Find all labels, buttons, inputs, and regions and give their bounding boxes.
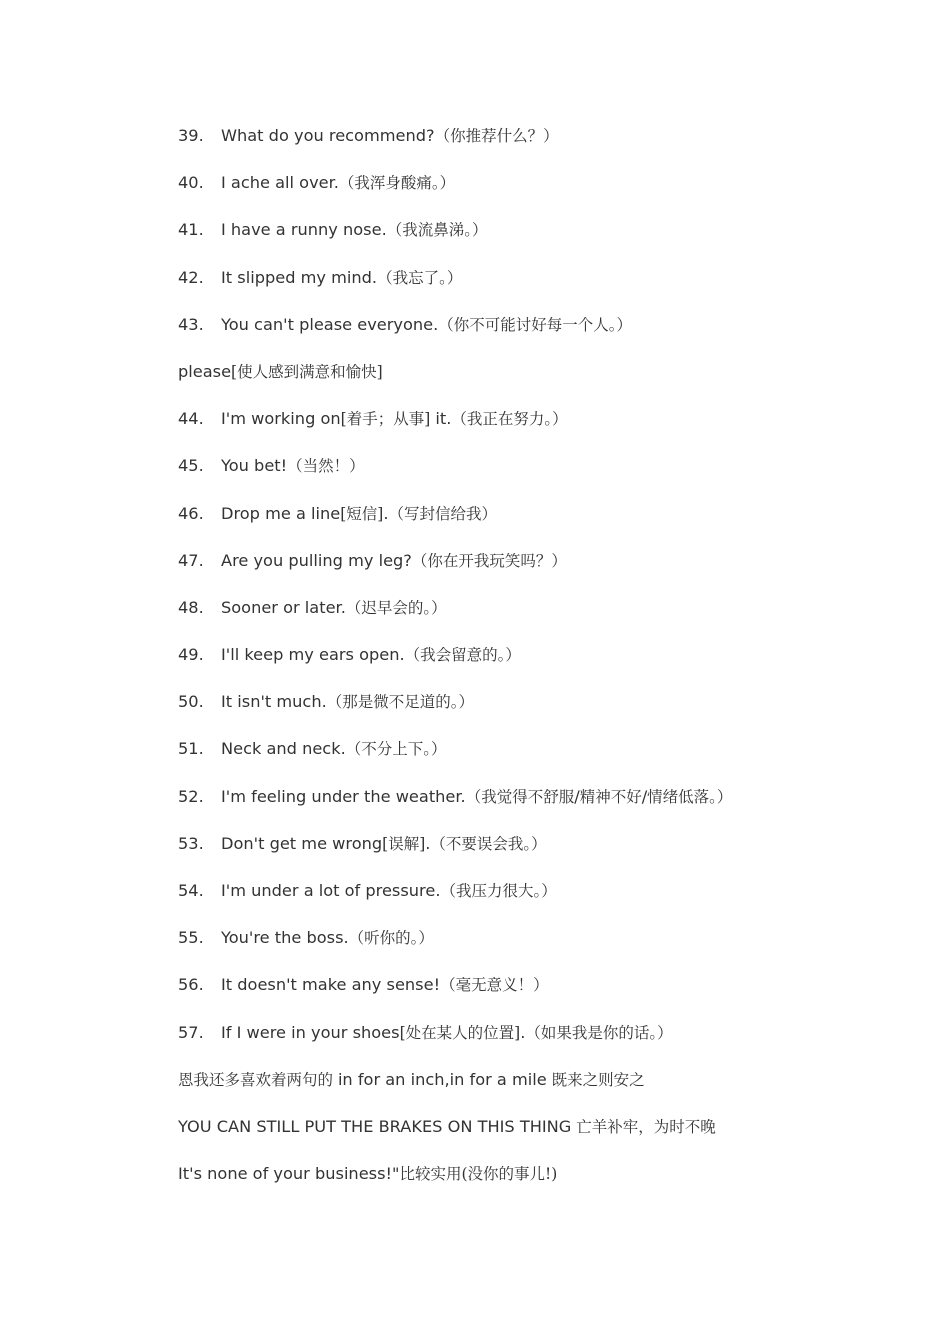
chinese-translation-cont: 情绪低落。） <box>647 787 733 806</box>
english-phrase: It doesn't make any sense! <box>221 975 441 995</box>
chinese-translation: （我忘了。） <box>377 268 463 287</box>
item-number: 43. <box>178 314 204 334</box>
list-item-57 <box>178 1016 918 1063</box>
chinese-translation: （我浑身酸痛。） <box>338 174 456 193</box>
list-item-43 <box>178 308 918 355</box>
english-phrase: It isn't much. <box>221 692 327 712</box>
item-number: 42. <box>178 267 204 287</box>
english-phrase: Drop me a line <box>221 503 341 523</box>
list-item-51 <box>178 732 918 779</box>
item-number: 49. <box>178 645 204 665</box>
chinese-translation: （你推荐什么？） <box>434 127 559 145</box>
english-phrase: I'm working on <box>221 409 341 429</box>
chinese-translation: （不分上下。） <box>345 740 447 759</box>
english-word: please <box>178 361 232 381</box>
chinese-translation: （我流鼻涕。） <box>386 221 488 240</box>
chinese-gloss: [短信] <box>340 504 384 523</box>
english-phrase: YOU CAN STILL PUT THE BRAKES ON THIS THING <box>178 1116 572 1136</box>
list-item-45 <box>178 449 918 496</box>
english-phrase: Sooner or later. <box>221 597 346 617</box>
english-phrase: in for an inch,in for a mile <box>337 1069 547 1089</box>
item-number: 55. <box>178 928 204 948</box>
chinese-gloss: [误解] <box>382 834 426 853</box>
english-phrase: I'm under a lot of pressure. <box>221 881 441 900</box>
extra-note-line <box>178 1063 918 1110</box>
english-phrase: Are you pulling my leg? <box>221 550 412 570</box>
english-phrase: I'm feeling under the weather. <box>221 786 466 806</box>
item-number: 46. <box>178 503 204 523</box>
list-item-39 <box>178 119 918 166</box>
item-number: 39. <box>178 126 204 145</box>
item-number: 50. <box>178 692 204 712</box>
extra-note-line <box>178 1157 918 1204</box>
list-item-49 <box>178 638 918 685</box>
item-number: 47. <box>178 550 204 570</box>
item-number: 56. <box>178 975 204 995</box>
item-number: 44. <box>178 409 204 429</box>
chinese-translation: （当然！） <box>287 457 365 476</box>
list-item-50 <box>178 685 918 732</box>
item-number: 41. <box>178 220 204 240</box>
list-item-41 <box>178 213 918 260</box>
item-number: 51. <box>178 739 204 759</box>
chinese-translation: （我会留意的。） <box>404 646 521 665</box>
english-phrase: If I were in your shoes <box>221 1022 400 1042</box>
item-number: 53. <box>178 833 204 853</box>
chinese-translation: （不要误会我。） <box>430 834 547 853</box>
english-phrase: Don't get me wrong <box>221 833 383 853</box>
vocab-note-please <box>178 355 918 402</box>
item-number: 48. <box>178 597 204 617</box>
list-item-42 <box>178 261 918 308</box>
chinese-translation: 既来之则安之 <box>546 1070 645 1089</box>
list-item-54 <box>178 874 918 921</box>
english-phrase: You can't please everyone. <box>221 314 439 334</box>
item-number: 57. <box>178 1022 204 1042</box>
list-item-56 <box>178 968 918 1015</box>
list-item-46 <box>178 497 918 544</box>
list-item-47 <box>178 544 918 591</box>
chinese-translation: （我觉得不舒服 <box>465 787 575 806</box>
list-item-44 <box>178 402 918 449</box>
chinese-translation: （我压力很大。） <box>440 882 557 900</box>
english-phrase: It slipped my mind. <box>221 267 378 287</box>
english-phrase-cont: . <box>520 1022 526 1042</box>
chinese-gloss: [使人感到满意和愉快] <box>231 362 383 381</box>
english-phrase-cont: it. <box>430 409 452 429</box>
chinese-translation-cont: 精神不好 <box>579 787 642 806</box>
list-item-55 <box>178 921 918 968</box>
chinese-gloss: [着手；从事] <box>340 410 431 429</box>
chinese-translation: （毫无意义！） <box>440 976 549 995</box>
english-phrase: I have a runny nose. <box>221 220 387 240</box>
english-phrase: Neck and neck. <box>221 739 346 759</box>
item-number: 52. <box>178 786 204 806</box>
chinese-translation: （听你的。） <box>348 929 434 948</box>
item-number: 40. <box>178 173 204 193</box>
english-phrase: You're the boss. <box>221 928 349 948</box>
chinese-gloss: [处在某人的位置] <box>399 1023 521 1042</box>
chinese-translation: （你不可能讨好每一个人。） <box>438 315 633 334</box>
chinese-translation: （迟早会的。） <box>345 598 447 617</box>
list-item-52 <box>178 780 918 827</box>
english-phrase: What do you recommend? <box>221 126 435 145</box>
list-item-40 <box>178 166 918 213</box>
chinese-translation: （如果我是你的话。） <box>525 1023 673 1042</box>
chinese-translation: 亡羊补牢，为时不晚 <box>571 1117 716 1136</box>
english-phrase: It's none of your business!" <box>178 1164 400 1184</box>
document-page <box>178 119 918 1204</box>
chinese-translation: （那是微不足道的。） <box>326 693 474 712</box>
item-number: 54. <box>178 881 204 900</box>
chinese-translation: （写封信给我） <box>388 504 498 523</box>
slash-separator: / <box>574 786 580 806</box>
english-phrase: I ache all over. <box>221 173 339 193</box>
list-item-48 <box>178 591 918 638</box>
english-phrase-cont: . <box>383 503 389 523</box>
chinese-intro: 恩我还多喜欢着两句的 <box>178 1070 338 1089</box>
item-number: 45. <box>178 456 204 476</box>
list-item-53 <box>178 827 918 874</box>
chinese-translation: （你在开我玩笑吗？） <box>411 551 567 570</box>
english-phrase: You bet! <box>221 456 288 476</box>
slash-separator: / <box>641 786 648 806</box>
chinese-translation: 比较实用(没你的事儿!) <box>399 1165 558 1184</box>
english-phrase-cont: . <box>425 833 431 853</box>
extra-note-line <box>178 1110 918 1157</box>
english-phrase: I'll keep my ears open. <box>221 645 405 665</box>
chinese-translation: （我正在努力。） <box>451 410 568 429</box>
